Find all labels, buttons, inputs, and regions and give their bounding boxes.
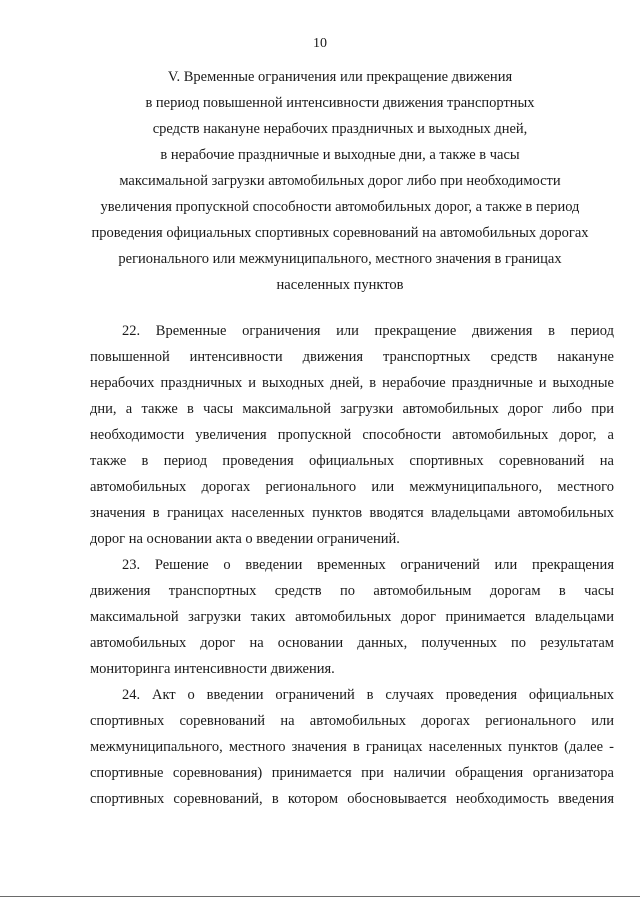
paragraph-23 [90,552,614,682]
paragraph-line: спортивные соревнования) принимается при наличии обращения организатора [90,765,614,781]
paragraph-line: 24. Акт о введении ограничений в случаях проведения официальных [122,687,614,703]
paragraph-line: необходимости увеличения пропускной способности автомобильных дорог, а [90,427,614,443]
paragraph-line: спортивных соревнований на автомобильных дорогах регионального или [90,713,614,729]
paragraph-line: нерабочих праздничных и выходных дней, в нерабочие праздничные и выходные [90,375,614,391]
heading-line: максимальной загрузки автомобильных дорог либо при необходимости [119,173,561,189]
paragraph-line: значения в границах населенных пунктов вводятся владельцами автомобильных [90,505,614,521]
heading-line: проведения официальных спортивных соревнований на автомобильных дорогах [91,225,589,241]
heading-line: в период повышенной интенсивности движения транспортных [145,95,535,111]
page-bottom-rule [0,896,640,897]
paragraph-line: спортивных соревнований, в котором обосновывается необходимость введения [90,791,614,807]
heading-line: регионального или межмуниципального, местного значения в границах [118,251,562,267]
paragraph-24 [90,682,614,812]
paragraph-line: 22. Временные ограничения или прекращение движения в период [122,323,614,339]
paragraph-line: максимальной загрузки таких автомобильных дорог принимается владельцами [90,609,614,625]
paragraph-line: также в период проведения официальных спортивных соревнований на [90,453,614,469]
heading-line: в нерабочие праздничные и выходные дни, а также в часы [160,147,520,163]
paragraph-line: повышенной интенсивности движения транспортных средств накануне [90,349,614,365]
page-number: 10 [313,36,327,51]
heading-line: средств накануне нерабочих праздничных и выходных дней, [152,121,528,137]
paragraph-line: автомобильных дорогах регионального или межмуниципального, местного [90,479,614,495]
paragraph-22 [90,318,614,552]
paragraph-line: дорог на основании акта о введении ограничений. [90,531,400,547]
paragraph-line: мониторинга интенсивности движения. [90,661,335,677]
paragraph-line: дни, а также в часы максимальной загрузки автомобильных дорог либо при [90,401,614,417]
heading-line: V. Временные ограничения или прекращение движения [167,69,513,85]
section-heading [70,64,610,298]
heading-line: населенных пунктов [276,277,404,293]
paragraph-line: межмуниципального, местного значения в границах населенных пунктов (далее - [90,739,614,755]
heading-line: увеличения пропускной способности автомобильных дорог, а также в период [100,199,580,215]
paragraph-line: автомобильных дорог на основании данных, полученных по результатам [90,635,614,651]
paragraph-line: движения транспортных средств по автомобильным дорогам в часы [90,583,614,599]
paragraph-line: 23. Решение о введении временных ограничений или прекращения [122,557,614,573]
